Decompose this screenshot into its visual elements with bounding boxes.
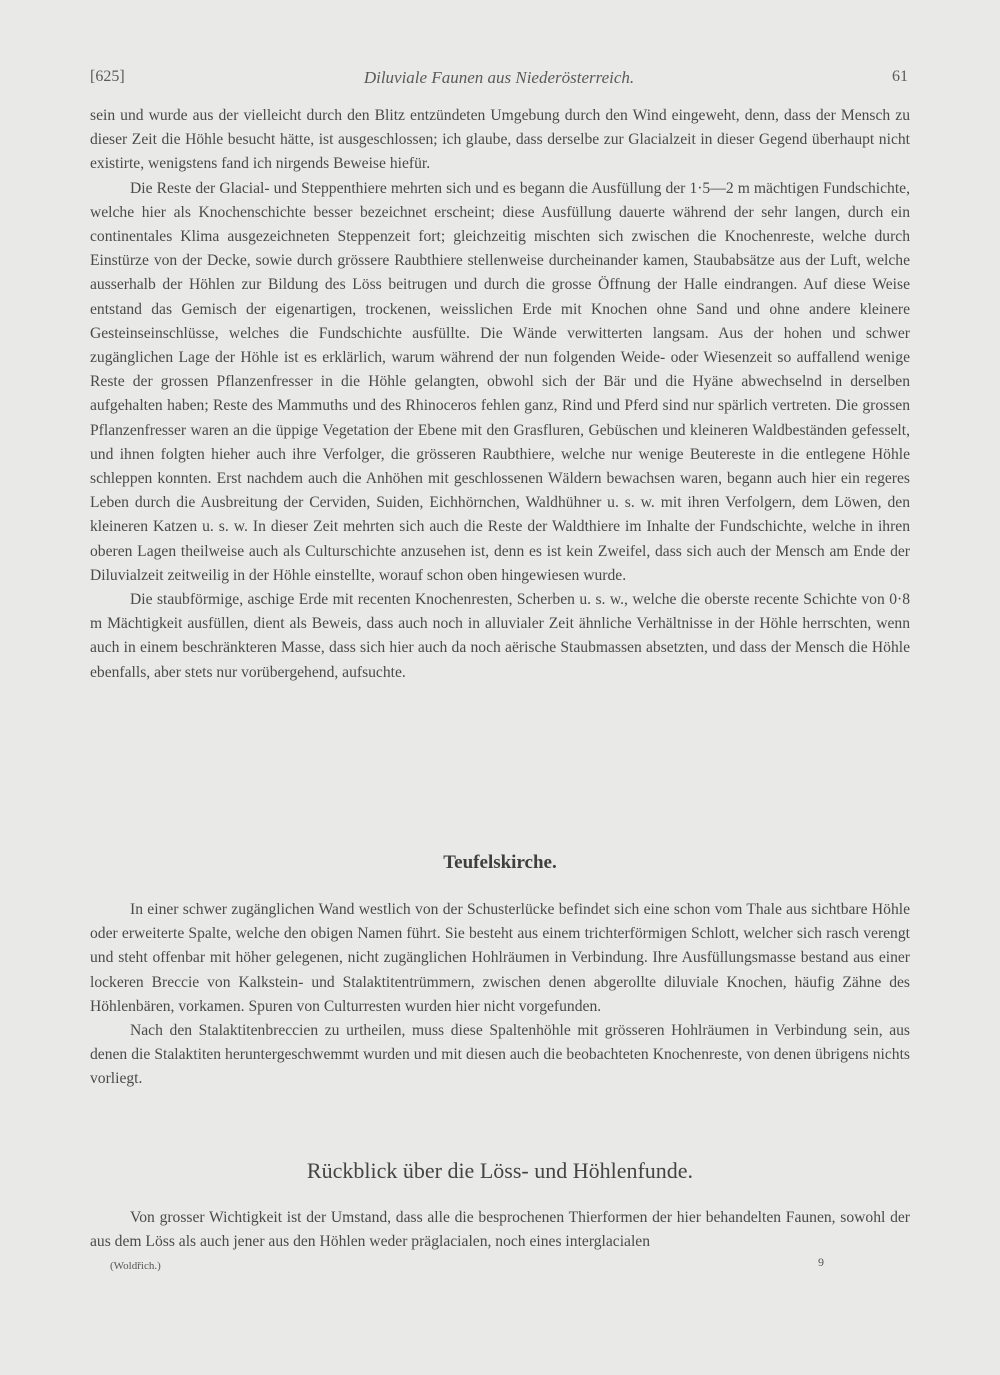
page-number: 61 [892, 68, 908, 85]
section-heading: Rückblick über die Löss- und Höhlenfunde. [306, 1158, 694, 1183]
footer-signature: 9 [818, 1255, 824, 1269]
section-heading-teufelskirche-wrap [90, 852, 910, 874]
running-title: Diluviale Faunen aus Niederösterreich. [363, 68, 635, 87]
paragraph: sein und wurde aus der vielleicht durch den Blitz entzündeten Umgebung durch den Wind eingeweht, denn, dass der Mensch zu dieser Zeit die Höhle besucht hätte, ist ausgeschlossen; ich glaube, dass derselbe zur Glacialzeit in dieser Gegend überhaupt nicht existirte, wenigstens fand ich nirgends Beweise hiefür. [90, 107, 910, 173]
paragraph: Die staubförmige, aschige Erde mit recenten Knochenresten, Scherben u. s. w., welche die oberste recente Schichte von 0·8 m Mächtigkeit ausfüllen, dient als Beweis, dass auch noch in alluvialer Zeit ähnliche Verhältnisse in der Höhle herrschten, wenn auch in einem beschränkteren Masse, dass sich hier auch da noch aërische Staubmassen absetzten, und dass der Mensch die Höhle ebenfalls, aber stets nur vorübergehend, aufsuchte. [90, 591, 910, 681]
page-reference: [625] [90, 68, 125, 85]
footer-author: (Woldřich.) [110, 1260, 161, 1272]
paragraph: Die Reste der Glacial- und Steppenthiere mehrten sich und es begann die Ausfüllung der 1·5—2 m mächtigen Fundschichte, welche hier als Knochenschichte besser bezeichnet erscheint; diese Ausfüllung dauerte während der sehr langen, durch ein continentales Klima ausgezeichneten Steppenzeit fort; gleichzeitig mischten sich zwischen die Knochenreste, welche durch Einstürze von der Decke, sowie durch grössere Raubthiere stellenweise durcheinander kamen, Staubabsätze aus der Luft, welche ausserhalb der Höhlen zur Bildung des Löss beitrugen und durch die grosse Öffnung der Halle eindrangen. Auf diese Weise entstand das Gemisch der eigenartigen, trockenen, weisslichen Erde mit Knochen ohne Sand und ohne andere kleinere Gesteinseinschlüsse, welches die Fundschichte ausfüllte. Die Wände verwitterten langsam. Aus der hohen und schwer zugänglichen Lage der Höhle ist es erklärlich, warum während der nun folgenden Weide- oder Wiesenzeit so auffallend wenige Reste der grossen Pflanzenfresser in die Höhle gelangten, obwohl sich der Bär und die Hyäne abwechselnd in derselben aufgehalten haben; Reste des Mammuths und des Rhinoceros fehlen ganz, Rind und Pferd sind nur spärlich vertreten. Die grossen Pflanzenfresser waren an die üppige Vegetation der Ebene mit den Grasfluren, Gebüschen und kleineren Waldbeständen gefesselt, und ihnen folgten hieher auch ihre Verfolger, die grösseren Raubthiere, welche nur wenige Beutereste in die entlegene Höhle schleppen konnten. Erst nachdem auch die Anhöhen mit geschlossenen Wäldern bewachsen waren, begann auch hier ein regeres Leben durch die Ausbreitung der Cerviden, Suiden, Eichhörnchen, Waldhühner u. s. w. mit ihren Verfolgern, dem Löwen, den kleineren Katzen u. s. w. In dieser Zeit mehrten sich auch die Reste der Waldthiere im Inhalte der Fundschichte, welche in ihren oberen Lagen theilweise auch als Culturschichte anzusehen ist, denn es ist kein Zweifel, dass sich auch der Mensch am Ende der Diluvialzeit zeitweilig in der Höhle einstellte, worauf schon oben hingewiesen wurde. [90, 179, 910, 584]
main-text [90, 104, 910, 685]
section-text [90, 898, 910, 1092]
paragraph: In einer schwer zugänglichen Wand westlich von der Schusterlücke befindet sich eine schon vom Thale aus sichtbare Höhle oder erweiterte Spalte, welche den obigen Namen führt. Sie besteht aus einem trichterförmigen Schlott, welcher sich rasch verengt und steht offenbar mit höher gelegenen, nicht zugänglichen Hohlräumen in Verbindung. Ihre Ausfüllungsmasse bestand aus einer lockeren Breccie von Kalkstein- und Stalaktitentrümmern, zwischen denen abgerollte diluviale Knochen, häufig Zähne des Höhlenbären, vorkamen. Spuren von Culturresten wurden hier nicht vorgefunden. [90, 901, 910, 1015]
section-heading: Teufelskirche. [443, 852, 557, 873]
paragraph: Von grosser Wichtigkeit ist der Umstand, dass alle die besprochenen Thierformen der hier behandelten Faunen, sowohl der aus dem Löss als auch jener aus den Höhlen weder präglacialen, noch eines interglacialen [90, 1209, 910, 1251]
paragraph: Nach den Stalaktitenbreccien zu urtheilen, muss diese Spaltenhöhle mit grösseren Hohlräumen in Verbindung sein, aus denen die Stalaktiten heruntergeschwemmt wurden und mit diesen auch die beobachteten Knochenreste, von denen übrigens nichts vorliegt. [90, 1022, 910, 1088]
section-text [90, 1206, 910, 1254]
section-heading-rueckblick-wrap [90, 1158, 910, 1184]
